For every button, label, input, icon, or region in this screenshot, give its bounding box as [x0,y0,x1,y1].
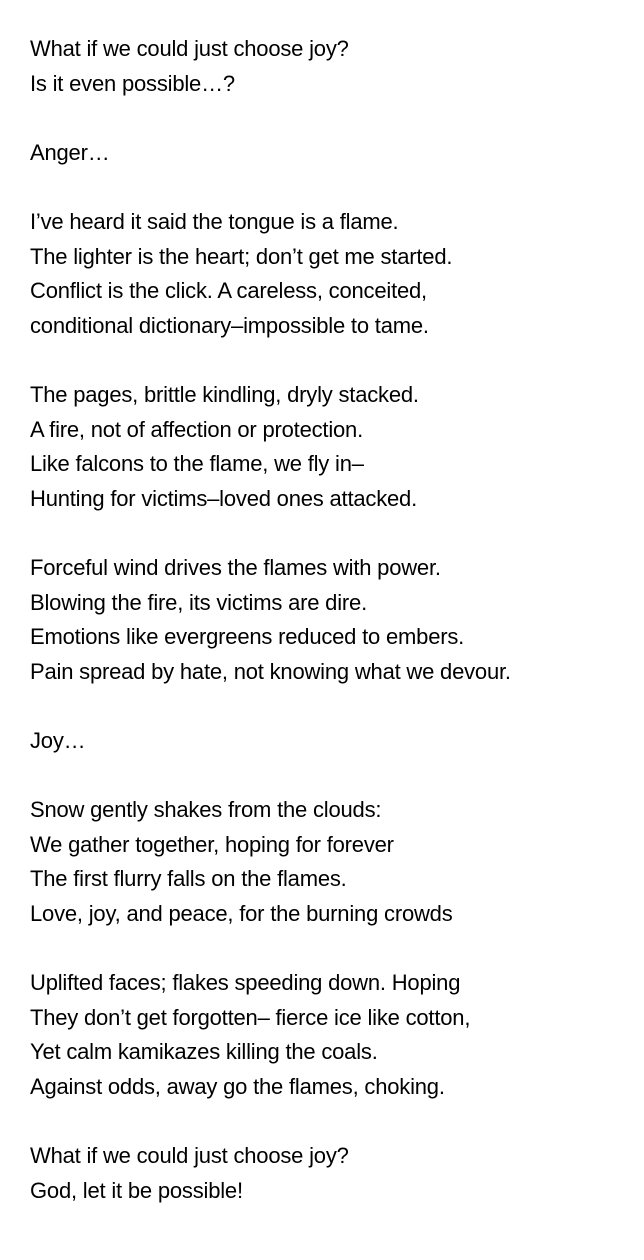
stanza [30,793,640,931]
poem-line: Pain spread by hate, not knowing what we devour. [30,658,511,684]
poem-line: conditional dictionary–impossible to tame. [30,312,429,338]
poem-line: We gather together, hoping for forever [30,831,394,857]
poem-line: Against odds, away go the flames, choking. [30,1073,445,1099]
poem-line: Uplifted faces; flakes speeding down. Hoping [30,970,461,996]
poem-line: Love, joy, and peace, for the burning crowds [30,900,453,926]
poem-line: Yet calm kamikazes killing the coals. [30,1039,378,1065]
stanza [30,551,640,689]
poem-line: Joy… [30,727,86,753]
poem-line: Emotions like evergreens reduced to embers. [30,624,465,650]
poem-line: Like falcons to the flame, we fly in– [30,451,364,477]
poem-line: Hunting for victims–loved ones attacked. [30,485,417,511]
poem-line: Blowing the fire, its victims are dire. [30,589,367,615]
poem-line: Is it even possible…? [30,70,235,96]
poem-line: Snow gently shakes from the clouds: [30,797,382,823]
poem-line: The pages, brittle kindling, dryly stacked. [30,381,419,407]
poem-line: The first flurry falls on the flames. [30,866,347,892]
poem-line: Forceful wind drives the flames with power. [30,554,441,580]
poem-line: What if we could just choose joy? [30,1143,349,1168]
poem-line: I’ve heard it said the tongue is a flame. [30,208,399,234]
stanza-closing [30,1139,640,1208]
poem-text [30,32,640,1243]
stanza [30,378,640,516]
stanza-opening [30,32,640,101]
stanza [30,205,640,343]
stanza [30,966,640,1104]
poem-line: The lighter is the heart; don’t get me started. [30,243,453,269]
poem-line: God, let it be possible! [30,1177,243,1203]
section-heading-joy [30,724,640,759]
section-heading-anger [30,136,640,171]
poem-line: Conflict is the click. A careless, conceited, [30,278,427,304]
poem-line: What if we could just choose joy? [30,36,349,61]
poem-line: A fire, not of affection or protection. [30,416,363,442]
poem-line: Anger… [30,139,110,165]
poem-line: They don’t get forgotten– fierce ice like cotton, [30,1004,471,1030]
